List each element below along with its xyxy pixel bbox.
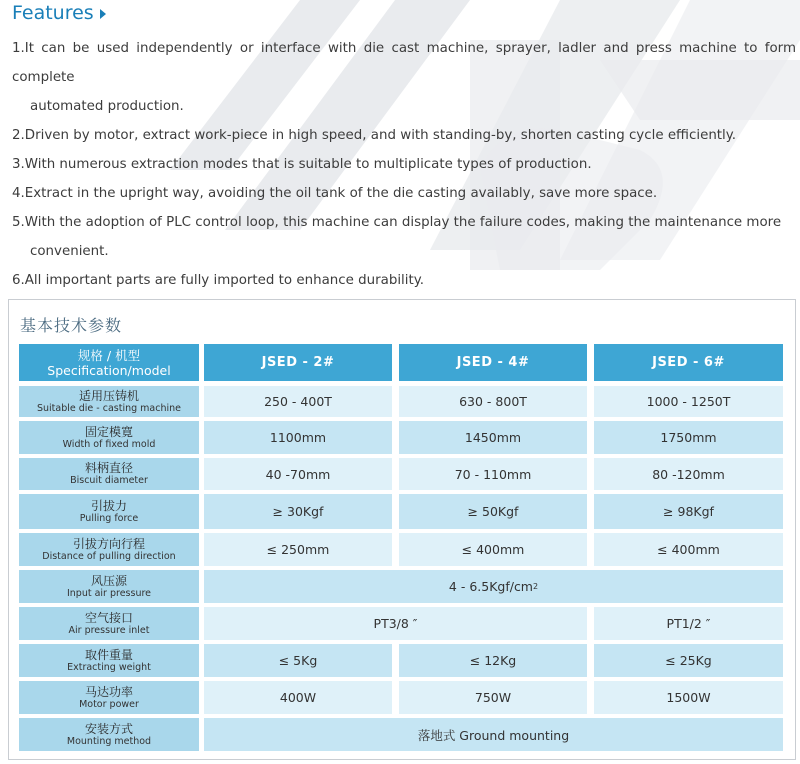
feature-item-4 (12, 179, 796, 208)
row-label-en: Air pressure inlet (68, 624, 150, 636)
table-cell: ≤ 250mm (204, 533, 392, 566)
header-model-6: JSED - 6# (594, 344, 783, 381)
row-label-en: Pulling force (79, 512, 139, 524)
row-label-cn: 适用压铸机 (78, 388, 139, 403)
row-label-biscuit-diameter (19, 458, 199, 490)
feature-text-continued: automated production. (30, 99, 184, 114)
table-cell: 70 - 110mm (399, 458, 587, 490)
table-cell: 1450mm (399, 421, 587, 454)
air-pressure-value: 4 - 6.5Kgf/cm (448, 579, 533, 594)
features-heading (12, 2, 106, 24)
spec-table-panel (8, 299, 796, 760)
row-label-motor-power (19, 681, 199, 714)
row-label-en: Suitable die - casting machine (36, 402, 181, 414)
table-cell-merged: 4 - 6.5Kgf/cm 2 (204, 570, 783, 603)
table-cell: ≤ 12Kg (399, 644, 587, 677)
table-cell: 250 - 400T (204, 386, 392, 417)
table-cell: 1100mm (204, 421, 392, 454)
spec-table-title: 基本技术参数 (20, 316, 123, 335)
features-title: Features (12, 2, 94, 24)
header-model-2: JSED - 2# (204, 344, 392, 381)
table-cell: ≥ 98Kgf (594, 494, 783, 529)
feature-item-2 (12, 121, 796, 150)
row-label-cn: 取件重量 (84, 647, 133, 662)
feature-text: 6.All important parts are fully imported to enhance durability. (12, 273, 425, 288)
feature-item-6 (12, 266, 796, 295)
table-cell: ≤ 25Kg (594, 644, 783, 677)
row-label-en: Biscuit diameter (70, 475, 148, 486)
features-list (12, 34, 796, 295)
feature-item-1 (12, 34, 796, 121)
row-label-en: Distance of pulling direction (42, 550, 176, 562)
row-label-en: Width of fixed mold (62, 438, 156, 450)
table-cell: 40 -70mm (204, 458, 392, 490)
row-label-fixed-mold-width (19, 421, 199, 454)
row-label-mounting-method (19, 718, 199, 751)
row-label-en: Mounting method (66, 735, 152, 747)
row-label-cn: 空气接口 (84, 610, 133, 625)
row-label-cn: 引拔力 (90, 498, 127, 513)
feature-item-5 (12, 208, 796, 266)
row-label-cn: 引拔方向行程 (72, 536, 145, 551)
row-label-air-pressure (19, 570, 199, 603)
row-label-air-inlet (19, 607, 199, 640)
row-label-pulling-force (19, 494, 199, 529)
table-cell: 1000 - 1250T (594, 386, 783, 417)
feature-text: 1.It can be used independently or interface with die cast machine, sprayer, ladler and press machine to form complete (12, 41, 796, 85)
feature-text: 2.Driven by motor, extract work-piece in high speed, and with standing-by, shorten casting cycle efficiently. (12, 128, 737, 143)
feature-text: 5.With the adoption of PLC control loop, this machine can display the failure codes, making the maintenance more (12, 215, 782, 230)
table-cell: 750W (399, 681, 587, 714)
feature-text: 4.Extract in the upright way, avoiding the oil tank of the die casting availably, save more space. (12, 186, 658, 201)
table-cell: 1500W (594, 681, 783, 714)
table-cell: ≤ 400mm (594, 533, 783, 566)
row-label-die-casting-machine (19, 386, 199, 417)
table-cell: PT1/2 ″ (594, 607, 783, 640)
header-model-4: JSED - 4# (399, 344, 587, 381)
row-label-en: Motor power (79, 698, 139, 710)
feature-text-continued: convenient. (30, 244, 109, 259)
feature-text: 3.With numerous extraction modes that is suitable to multiplicate types of production. (12, 157, 592, 172)
table-cell: ≥ 50Kgf (399, 494, 587, 529)
header-label-cn: 规格 / 机型 (77, 347, 141, 363)
row-label-cn: 固定模寛 (84, 424, 133, 439)
row-label-cn: 马达功率 (84, 684, 133, 699)
table-cell: 630 - 800T (399, 386, 587, 417)
table-cell: ≤ 5Kg (204, 644, 392, 677)
table-cell: 1750mm (594, 421, 783, 454)
row-label-pulling-distance (19, 533, 199, 566)
header-spec-label (19, 344, 199, 381)
row-label-extracting-weight (19, 644, 199, 677)
row-label-cn: 风压源 (90, 573, 127, 588)
table-cell-merged: 落地式 Ground mounting (204, 718, 783, 751)
feature-item-3 (12, 150, 796, 179)
table-cell: 80 -120mm (594, 458, 783, 490)
row-label-cn: 安装方式 (84, 721, 133, 736)
header-label-en: Specification/model (47, 362, 171, 378)
table-cell-merged: PT3/8 ″ (204, 607, 587, 640)
triangle-right-icon (100, 9, 106, 19)
row-label-en: Extracting weight (67, 661, 151, 673)
table-cell: ≤ 400mm (399, 533, 587, 566)
table-cell: ≥ 30Kgf (204, 494, 392, 529)
table-cell: 400W (204, 681, 392, 714)
row-label-cn: 料柄直径 (84, 461, 133, 475)
row-label-en: Input air pressure (66, 587, 152, 599)
